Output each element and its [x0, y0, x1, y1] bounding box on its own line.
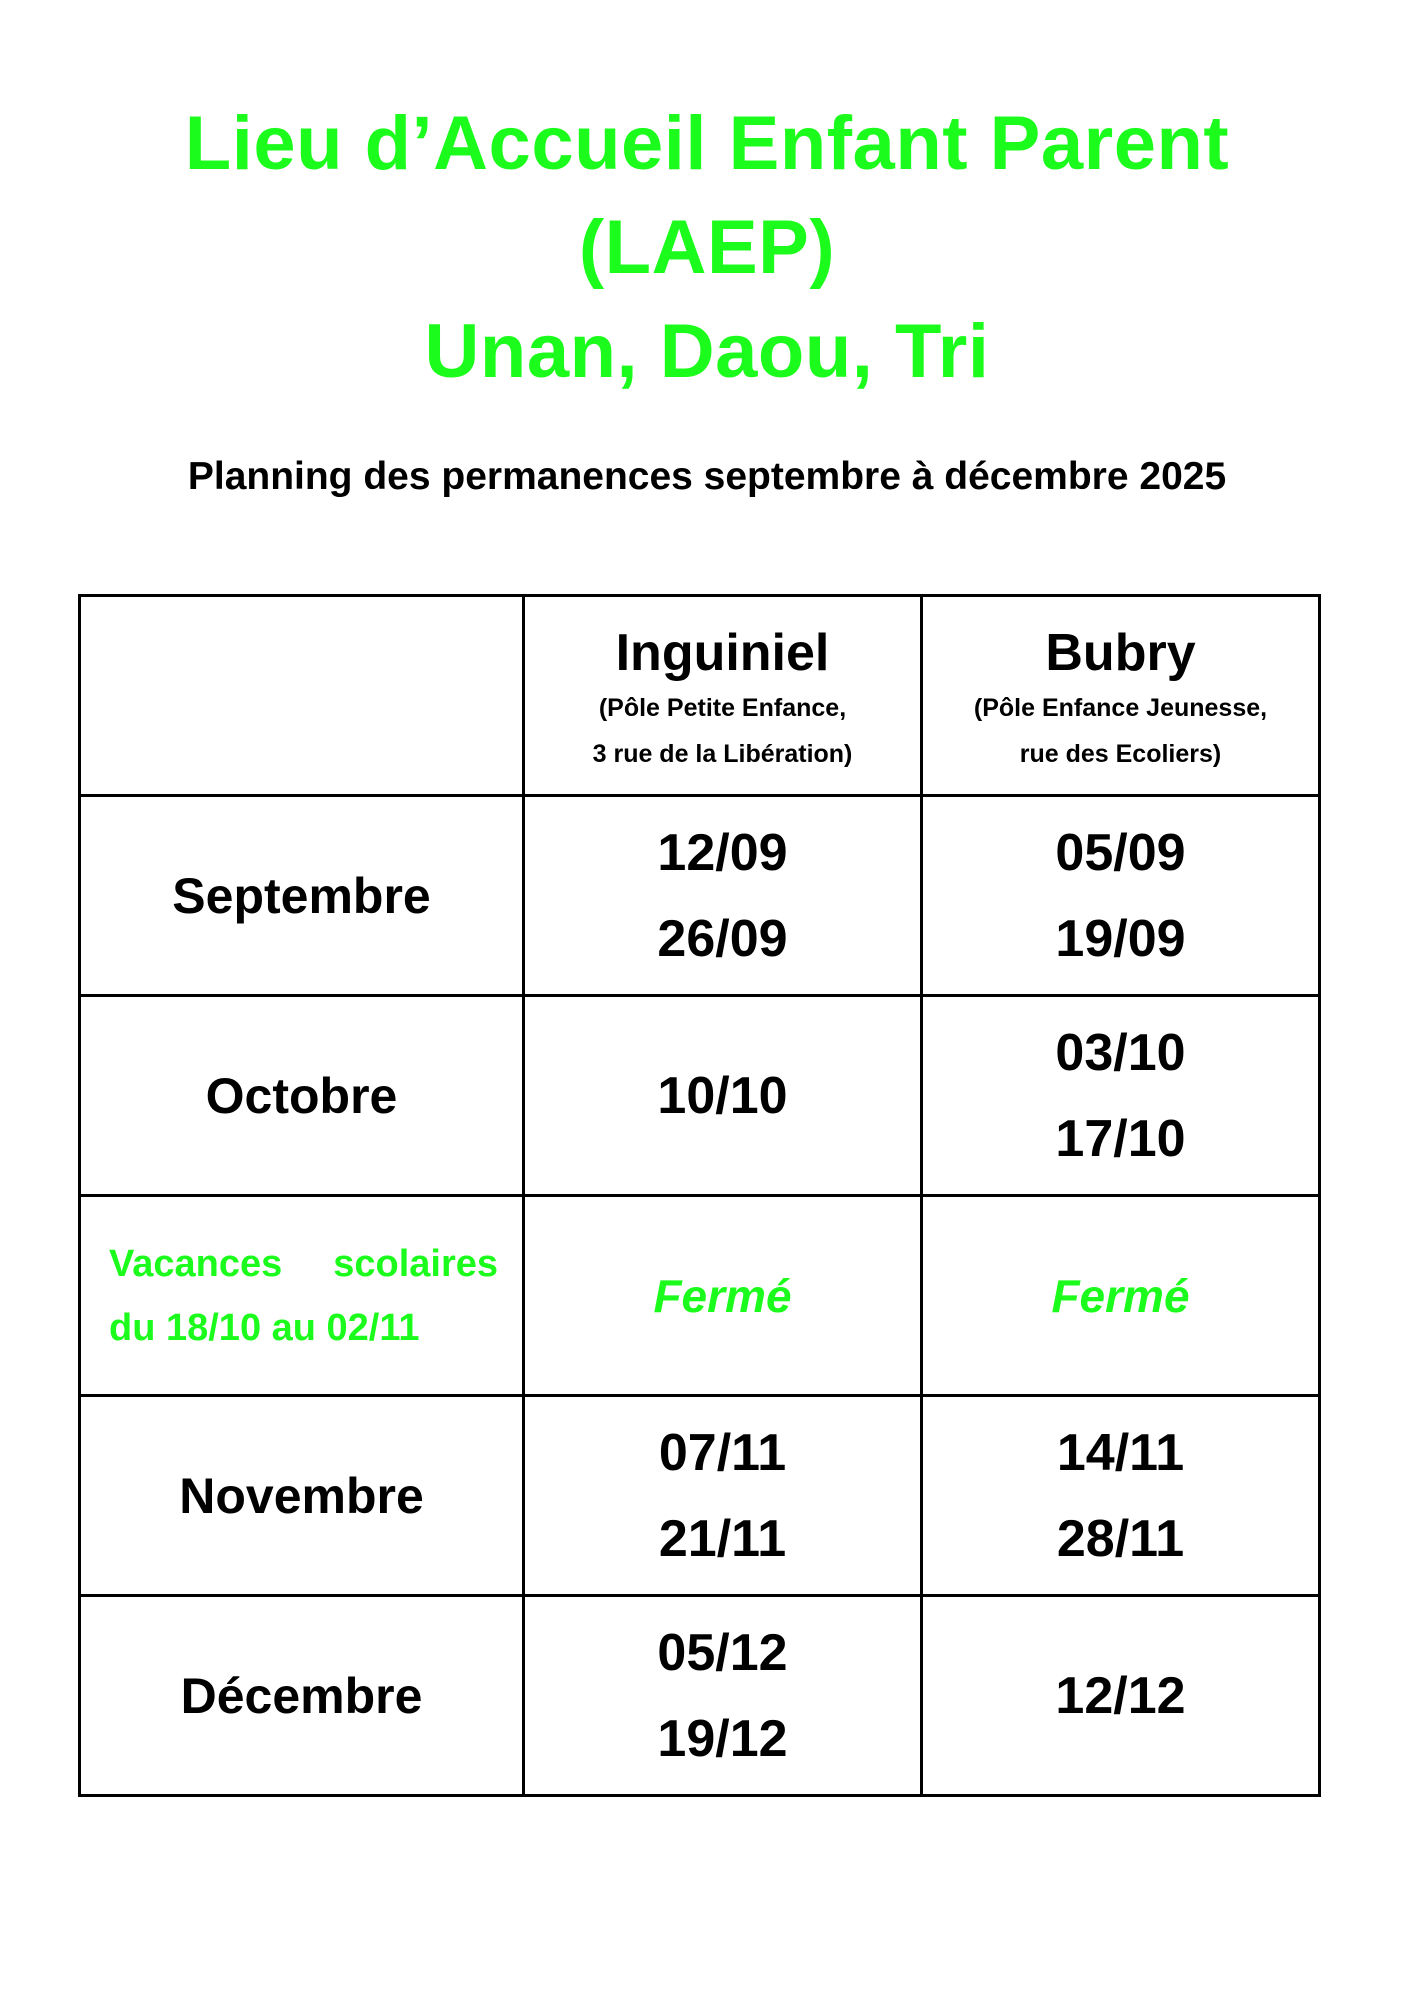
date-value: 26/09	[657, 909, 788, 968]
date-value: 14/11	[1056, 1423, 1185, 1482]
page-title	[0, 92, 1414, 404]
bubry-status-cell	[922, 1196, 1320, 1396]
title-line-2: (LAEP)	[578, 205, 836, 290]
month-cell	[80, 1596, 524, 1796]
month-label: Octobre	[205, 1067, 398, 1124]
schedule-table	[78, 594, 1321, 1797]
date-value: 07/11	[658, 1423, 787, 1482]
header-cell-inguiniel	[524, 596, 922, 796]
date-value: 05/09	[1055, 823, 1186, 882]
table-row-vacances	[80, 1196, 1320, 1396]
table-row-octobre	[80, 996, 1320, 1196]
date-value: 12/09	[657, 823, 788, 882]
empty-header-cell	[80, 596, 524, 796]
bubry-dates-cell	[922, 796, 1320, 996]
month-cell	[80, 796, 524, 996]
month-label: Novembre	[179, 1467, 424, 1524]
month-label: Septembre	[172, 867, 431, 924]
month-label: Décembre	[180, 1667, 423, 1724]
closed-status: Fermé	[653, 1269, 792, 1322]
location-address: 3 rue de la Libération)	[592, 739, 853, 768]
date-value: 05/12	[657, 1623, 788, 1682]
date-value: 03/10	[1055, 1023, 1186, 1082]
title-line-3: Unan, Daou, Tri	[424, 309, 990, 394]
month-cell	[80, 1396, 524, 1596]
table-row-novembre	[80, 1396, 1320, 1596]
location-name: Inguiniel	[615, 623, 830, 682]
date-value: 10/10	[657, 1066, 788, 1125]
inguiniel-dates-cell	[524, 1596, 922, 1796]
holiday-dates: du 18/10 au 02/11	[109, 1306, 420, 1349]
holiday-cell	[80, 1196, 524, 1396]
date-value: 17/10	[1055, 1109, 1186, 1168]
table-header-row	[80, 596, 1320, 796]
title-line-1: Lieu d’Accueil Enfant Parent	[184, 101, 1230, 186]
location-address: (Pôle Petite Enfance,	[598, 693, 847, 722]
page-subtitle: Planning des permanences septembre à décembre 2025	[187, 455, 1227, 498]
bubry-dates-cell	[922, 1596, 1320, 1796]
location-address: (Pôle Enfance Jeunesse,	[973, 693, 1268, 722]
table-row-septembre	[80, 796, 1320, 996]
holiday-label: Vacances scolaires	[109, 1242, 498, 1285]
date-value: 12/12	[1055, 1666, 1186, 1725]
inguiniel-dates-cell	[524, 1396, 922, 1596]
bubry-dates-cell	[922, 1396, 1320, 1596]
date-value: 19/09	[1055, 909, 1186, 968]
bubry-dates-cell	[922, 996, 1320, 1196]
inguiniel-dates-cell	[524, 796, 922, 996]
header-cell-bubry	[922, 596, 1320, 796]
location-name: Bubry	[1045, 623, 1196, 682]
date-value: 21/11	[658, 1509, 787, 1568]
closed-status: Fermé	[1051, 1269, 1190, 1322]
inguiniel-status-cell	[524, 1196, 922, 1396]
date-value: 19/12	[657, 1709, 788, 1768]
inguiniel-dates-cell	[524, 996, 922, 1196]
date-value: 28/11	[1056, 1509, 1185, 1568]
month-cell	[80, 996, 524, 1196]
location-address: rue des Ecoliers)	[1019, 739, 1222, 768]
table-row-decembre	[80, 1596, 1320, 1796]
